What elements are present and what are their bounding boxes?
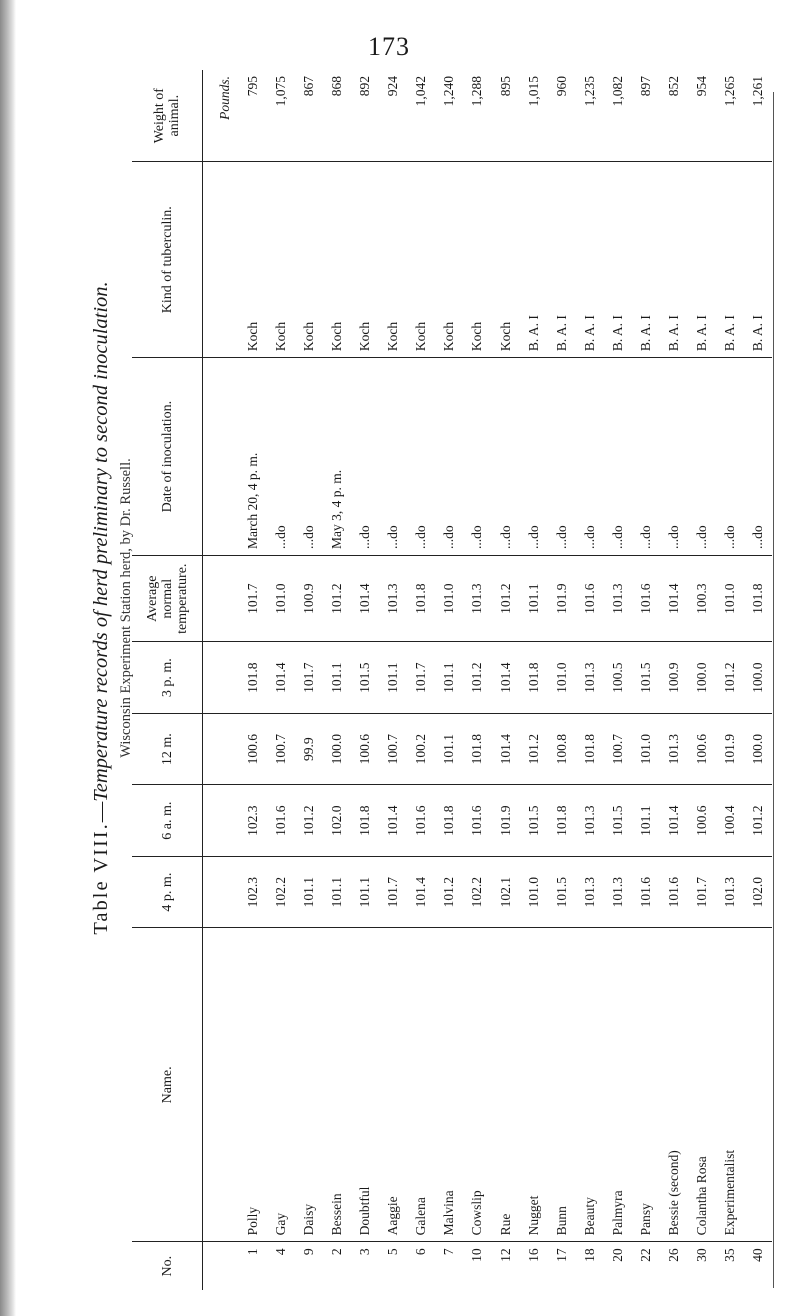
table-header-row [132, 70, 203, 1290]
table-row [604, 70, 632, 1290]
cell-date: ...do [660, 358, 688, 556]
cell-date: ...do [267, 358, 295, 556]
cell-12m: 100.6 [239, 713, 267, 784]
cell-weight: 1,265 [716, 70, 744, 162]
cell-no: 17 [553, 1248, 569, 1262]
cell-12m: 100.6 [351, 713, 379, 784]
cell-weight: 1,261 [744, 70, 772, 162]
cell-date: ...do [744, 358, 772, 556]
cell-kind: B. A. I [688, 162, 716, 358]
cell-3pm: 100.0 [688, 642, 716, 713]
table-row [435, 70, 463, 1290]
cell-no: 7 [441, 1248, 457, 1256]
cell-6am: 101.8 [351, 785, 379, 856]
cell-average: 101.6 [576, 556, 604, 642]
cell-name: Polly [239, 928, 267, 1242]
cell-name: Nugget [520, 928, 548, 1242]
cell-kind: B. A. I [520, 162, 548, 358]
cell-date: ...do [576, 358, 604, 556]
cell-4pm: 101.6 [632, 856, 660, 927]
cell-name: Daisy [295, 928, 323, 1242]
table-caption: Table VIII.—Temperature records of herd preliminary to second inoculation. [90, 281, 112, 935]
cell-kind: Koch [435, 162, 463, 358]
cell-6am: 100.6 [688, 785, 716, 856]
cell-6am: 101.6 [463, 785, 491, 856]
cell-6am: 101.5 [604, 785, 632, 856]
cell-6am: 101.1 [632, 785, 660, 856]
cell-12m: 101.8 [463, 713, 491, 784]
cell-date: ...do [604, 358, 632, 556]
cell-kind: Koch [351, 162, 379, 358]
cell-4pm: 101.1 [323, 856, 351, 927]
table-row [491, 70, 519, 1290]
cell-6am: 101.8 [548, 785, 576, 856]
cell-date: ...do [407, 358, 435, 556]
cell-12m: 101.0 [632, 713, 660, 784]
page-number: 173 [368, 32, 410, 61]
cell-no: 22 [637, 1248, 653, 1262]
cell-kind: Koch [267, 162, 295, 358]
cell-12m: 101.4 [491, 713, 519, 784]
cell-weight: 960 [548, 70, 576, 162]
cell-average: 101.9 [548, 556, 576, 642]
cell-12m: 100.8 [548, 713, 576, 784]
cell-12m: 101.8 [576, 713, 604, 784]
cell-no: 26 [665, 1248, 681, 1262]
cell-weight: 1,075 [267, 70, 295, 162]
units-row [203, 70, 240, 1290]
cell-12m: 100.7 [604, 713, 632, 784]
cell-4pm: 102.2 [463, 856, 491, 927]
cell-weight: 1,235 [576, 70, 604, 162]
cell-3pm: 101.4 [491, 642, 519, 713]
cell-kind: Koch [379, 162, 407, 358]
header-date-of-inoculation: Date of inoculation. [132, 358, 203, 556]
cell-12m: 101.9 [716, 713, 744, 784]
cell-6am: 100.4 [716, 785, 744, 856]
cell-4pm: 101.7 [379, 856, 407, 927]
cell-weight: 868 [323, 70, 351, 162]
cell-4pm: 101.3 [576, 856, 604, 927]
cell-weight: 795 [239, 70, 267, 162]
cell-weight: 1,288 [463, 70, 491, 162]
temperature-table [132, 70, 772, 1290]
cell-4pm: 101.5 [548, 856, 576, 927]
cell-date: March 20, 4 p. m. [239, 358, 267, 556]
cell-4pm: 101.6 [660, 856, 688, 927]
cell-6am: 101.6 [267, 785, 295, 856]
cell-date: May 3, 4 p. m. [323, 358, 351, 556]
cell-weight: 892 [351, 70, 379, 162]
table-row [632, 70, 660, 1290]
cell-average: 100.9 [295, 556, 323, 642]
cell-3pm: 101.5 [632, 642, 660, 713]
cell-average: 101.2 [491, 556, 519, 642]
cell-3pm: 101.1 [435, 642, 463, 713]
cell-average: 101.3 [379, 556, 407, 642]
cell-average: 101.8 [407, 556, 435, 642]
cell-no: 3 [357, 1248, 373, 1256]
cell-3pm: 101.4 [267, 642, 295, 713]
cell-3pm: 101.3 [576, 642, 604, 713]
cell-12m: 100.7 [379, 713, 407, 784]
header-kind-of-tuberculin: Kind of tuberculin. [132, 162, 203, 358]
cell-kind: B. A. I [576, 162, 604, 358]
cell-name: Bessie (second) [660, 928, 688, 1242]
cell-date: ...do [716, 358, 744, 556]
cell-kind: Koch [239, 162, 267, 358]
cell-average: 101.0 [716, 556, 744, 642]
cell-no: 12 [497, 1248, 513, 1262]
table-row [576, 70, 604, 1290]
cell-3pm: 101.1 [323, 642, 351, 713]
cell-3pm: 100.0 [744, 642, 772, 713]
cell-no: 10 [469, 1248, 485, 1262]
cell-no: 4 [273, 1248, 289, 1256]
table-row [351, 70, 379, 1290]
cell-4pm: 101.4 [407, 856, 435, 927]
cell-4pm: 102.1 [491, 856, 519, 927]
cell-name: Experimentalist [716, 928, 744, 1242]
cell-average: 101.3 [604, 556, 632, 642]
cell-date: ...do [463, 358, 491, 556]
cell-no: 2 [329, 1248, 345, 1256]
table-row [239, 70, 267, 1290]
cell-average: 101.1 [520, 556, 548, 642]
cell-12m: 100.0 [744, 713, 772, 784]
table-body [203, 70, 773, 1290]
cell-average: 101.0 [435, 556, 463, 642]
cell-weight: 895 [491, 70, 519, 162]
cell-3pm: 101.0 [548, 642, 576, 713]
cell-date: ...do [548, 358, 576, 556]
cell-weight: 1,042 [407, 70, 435, 162]
table-right-border [773, 92, 774, 1288]
cell-6am: 101.4 [660, 785, 688, 856]
header-6am: 6 a. m. [132, 785, 203, 856]
cell-3pm: 101.2 [716, 642, 744, 713]
cell-weight: 1,015 [520, 70, 548, 162]
cell-name: Doubtful [351, 928, 379, 1242]
cell-3pm: 101.5 [351, 642, 379, 713]
cell-weight: 1,082 [604, 70, 632, 162]
cell-name: Colantha Rosa [688, 928, 716, 1242]
cell-date: ...do [351, 358, 379, 556]
cell-6am: 101.5 [520, 785, 548, 856]
cell-date: ...do [295, 358, 323, 556]
cell-6am: 102.0 [323, 785, 351, 856]
cell-average: 101.0 [267, 556, 295, 642]
table-row [463, 70, 491, 1290]
cell-weight: 867 [295, 70, 323, 162]
cell-name: Gay [267, 928, 295, 1242]
cell-12m: 100.6 [688, 713, 716, 784]
cell-6am: 102.3 [239, 785, 267, 856]
cell-4pm: 101.0 [520, 856, 548, 927]
table-row [520, 70, 548, 1290]
cell-kind: Koch [407, 162, 435, 358]
cell-no: 5 [385, 1248, 401, 1256]
cell-3pm: 101.7 [407, 642, 435, 713]
cell-name: Malvina [435, 928, 463, 1242]
cell-kind: B. A. I [604, 162, 632, 358]
header-3pm: 3 p. m. [132, 642, 203, 713]
cell-name: Bunn [548, 928, 576, 1242]
cell-kind: B. A. I [632, 162, 660, 358]
cell-4pm: 101.2 [435, 856, 463, 927]
cell-weight: 852 [660, 70, 688, 162]
cell-date: ...do [632, 358, 660, 556]
cell-name: Palmyra [604, 928, 632, 1242]
header-weight-label: Weight of animal. [152, 88, 182, 144]
cell-no: 1 [245, 1248, 261, 1256]
cell-no: 40 [749, 1248, 765, 1262]
cell-3pm: 100.5 [604, 642, 632, 713]
cell-3pm: 101.8 [520, 642, 548, 713]
cell-kind: B. A. I [548, 162, 576, 358]
cell-weight: 924 [379, 70, 407, 162]
cell-6am: 101.2 [744, 785, 772, 856]
scan-shadow-edge [0, 0, 16, 1316]
cell-name: Beauty [576, 928, 604, 1242]
cell-no: 6 [413, 1248, 429, 1256]
cell-12m: 99.9 [295, 713, 323, 784]
cell-6am: 101.2 [295, 785, 323, 856]
cell-6am: 101.3 [576, 785, 604, 856]
cell-no: 18 [581, 1248, 597, 1262]
cell-kind: Koch [323, 162, 351, 358]
cell-no: 35 [721, 1248, 737, 1262]
table-row [379, 70, 407, 1290]
cell-name: Galena [407, 928, 435, 1242]
header-average-temperature: Average normal temperature. [132, 556, 203, 642]
cell-3pm: 100.9 [660, 642, 688, 713]
cell-12m: 101.1 [435, 713, 463, 784]
cell-3pm: 101.2 [463, 642, 491, 713]
cell-average: 101.6 [632, 556, 660, 642]
cell-12m: 100.0 [323, 713, 351, 784]
cell-no: 16 [525, 1248, 541, 1262]
table-label: Table VIII. [90, 822, 112, 935]
cell-name: Aaggie [379, 928, 407, 1242]
cell-date: ...do [688, 358, 716, 556]
header-name: Name. [132, 928, 203, 1242]
cell-name: Rue [491, 928, 519, 1242]
cell-average: 101.3 [463, 556, 491, 642]
cell-kind: Koch [295, 162, 323, 358]
cell-4pm: 102.3 [239, 856, 267, 927]
cell-6am: 101.8 [435, 785, 463, 856]
cell-4pm: 101.1 [351, 856, 379, 927]
cell-average: 100.3 [688, 556, 716, 642]
cell-average: 101.4 [660, 556, 688, 642]
table-subtitle: Wisconsin Experiment Station herd, by Dr. Russell. [118, 458, 134, 758]
header-no: No. [132, 1242, 203, 1290]
cell-6am: 101.9 [491, 785, 519, 856]
cell-weight: 897 [632, 70, 660, 162]
table-row [267, 70, 295, 1290]
cell-weight: 954 [688, 70, 716, 162]
cell-4pm: 102.2 [267, 856, 295, 927]
cell-average: 101.7 [239, 556, 267, 642]
cell-kind: B. A. I [660, 162, 688, 358]
cell-12m: 101.2 [520, 713, 548, 784]
cell-date: ...do [379, 358, 407, 556]
cell-name: Bessein [323, 928, 351, 1242]
table-title: Temperature records of herd preliminary to second inoculation. [90, 281, 112, 802]
cell-average: 101.8 [744, 556, 772, 642]
weight-unit: Pounds. [217, 76, 233, 120]
cell-no: 30 [693, 1248, 709, 1262]
cell-no: 9 [301, 1248, 317, 1256]
table-row [660, 70, 688, 1290]
cell-3pm: 101.8 [239, 642, 267, 713]
cell-4pm: 101.3 [716, 856, 744, 927]
cell-4pm: 102.0 [744, 856, 772, 927]
cell-kind: Koch [491, 162, 519, 358]
header-4pm: 4 p. m. [132, 856, 203, 927]
header-12m: 12 m. [132, 713, 203, 784]
cell-4pm: 101.7 [688, 856, 716, 927]
cell-3pm: 101.1 [379, 642, 407, 713]
cell-name: Pansy [632, 928, 660, 1242]
cell-12m: 100.2 [407, 713, 435, 784]
cell-4pm: 101.3 [604, 856, 632, 927]
cell-3pm: 101.7 [295, 642, 323, 713]
table-row [548, 70, 576, 1290]
cell-6am: 101.6 [407, 785, 435, 856]
cell-name: Cowslip [463, 928, 491, 1242]
cell-4pm: 101.1 [295, 856, 323, 927]
cell-name [744, 928, 772, 1242]
table-row [323, 70, 351, 1290]
table-row [716, 70, 744, 1290]
table-row [688, 70, 716, 1290]
table-row [744, 70, 772, 1290]
cell-weight: 1,240 [435, 70, 463, 162]
table-row [295, 70, 323, 1290]
cell-date: ...do [491, 358, 519, 556]
cell-kind: Koch [463, 162, 491, 358]
cell-average: 101.4 [351, 556, 379, 642]
cell-no: 20 [609, 1248, 625, 1262]
table-row [407, 70, 435, 1290]
header-weight [132, 70, 203, 162]
cell-12m: 100.7 [267, 713, 295, 784]
cell-date: ...do [520, 358, 548, 556]
cell-12m: 101.3 [660, 713, 688, 784]
cell-kind: B. A. I [744, 162, 772, 358]
cell-average: 101.2 [323, 556, 351, 642]
cell-kind: B. A. I [716, 162, 744, 358]
cell-6am: 101.4 [379, 785, 407, 856]
cell-date: ...do [435, 358, 463, 556]
